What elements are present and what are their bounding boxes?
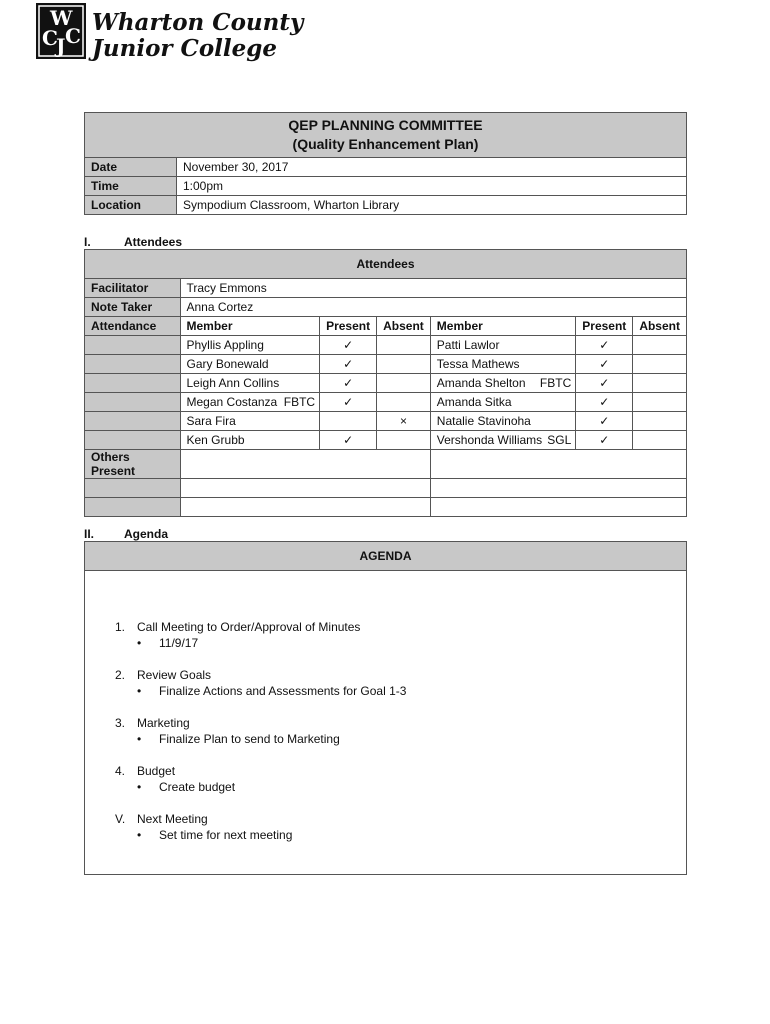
member-name-right [430, 374, 575, 393]
present-mark: ✓ [576, 336, 633, 355]
member-name: Sara Fira [186, 414, 236, 428]
attendance-row [85, 336, 687, 355]
absent-mark [377, 355, 431, 374]
present-mark: ✓ [320, 355, 377, 374]
absent-mark [633, 431, 687, 450]
member-col-header: Member [180, 317, 320, 336]
agenda-item-title: Marketing [137, 716, 190, 730]
agenda-item-number: 4. [115, 764, 126, 778]
absent-mark [633, 355, 687, 374]
college-logo-monogram [36, 3, 86, 59]
date-label: Date [85, 158, 177, 177]
member-name-right [430, 412, 575, 431]
member-name: Amanda Shelton [436, 376, 526, 390]
blank-label-cell [85, 336, 181, 355]
others-present-cell [430, 498, 686, 517]
member-name-right [430, 336, 575, 355]
bullet-icon: • [137, 636, 142, 650]
present-mark: ✓ [320, 336, 377, 355]
member-name-left [180, 336, 320, 355]
present-mark: ✓ [576, 393, 633, 412]
member-name: Phyllis Appling [186, 338, 264, 352]
absent-mark [377, 374, 431, 393]
absent-mark [377, 336, 431, 355]
absent-mark [633, 393, 687, 412]
member-col-header: Member [430, 317, 575, 336]
member-name: Natalie Stavinoha [436, 414, 531, 428]
agenda-item-number: V. [115, 812, 126, 826]
blank-label-cell [85, 393, 181, 412]
attendees-header: Attendees [85, 250, 687, 279]
others-present-cell [180, 498, 430, 517]
agenda-subitem [137, 828, 292, 842]
agenda-item [115, 764, 175, 778]
section-title: Agenda [124, 527, 169, 541]
absent-mark [377, 431, 431, 450]
present-mark: ✓ [576, 374, 633, 393]
campus-tag: FBTC [283, 395, 316, 409]
member-name: Leigh Ann Collins [186, 376, 280, 390]
member-name: Vershonda Williams [436, 433, 543, 447]
notetaker-label: Note Taker [85, 298, 181, 317]
location-label: Location [85, 196, 177, 215]
present-mark [320, 412, 377, 431]
agenda-subitem-text: 11/9/17 [159, 636, 199, 650]
facilitator-value: Tracy Emmons [180, 279, 687, 298]
absent-mark [377, 393, 431, 412]
blank-label-cell [85, 412, 181, 431]
member-name-left [180, 412, 320, 431]
attendance-label: Attendance [85, 317, 181, 336]
member-name: Tessa Mathews [436, 357, 520, 371]
bullet-icon: • [137, 684, 142, 698]
absent-mark: × [377, 412, 431, 431]
college-name-line2: Junior College [92, 35, 277, 62]
member-name-left [180, 393, 320, 412]
agenda-subitem-text: Finalize Actions and Assessments for Goal 1-3 [159, 684, 407, 698]
agenda-subitem [137, 780, 235, 794]
member-name-left [180, 431, 320, 450]
bullet-icon: • [137, 780, 142, 794]
attendance-row [85, 374, 687, 393]
time-value: 1:00pm [177, 177, 687, 196]
others-present-label: Others Present [85, 450, 181, 479]
agenda-subitem [137, 732, 340, 746]
others-present-cell [180, 479, 430, 498]
member-name-left [180, 374, 320, 393]
agenda-item [115, 620, 360, 634]
agenda-item-number: 2. [115, 668, 126, 682]
college-name-line1: Wharton County [92, 9, 304, 36]
agenda-subitem-text: Finalize Plan to send to Marketing [159, 732, 340, 746]
attendance-row [85, 393, 687, 412]
agenda-subitem-text: Create budget [159, 780, 236, 794]
others-present-cell [180, 450, 430, 479]
member-name-left [180, 355, 320, 374]
agenda-item-title: Budget [137, 764, 176, 778]
blank-label-cell [85, 355, 181, 374]
bullet-icon: • [137, 828, 142, 842]
blank-label-cell [85, 479, 181, 498]
blank-label-cell [85, 431, 181, 450]
member-name-right [430, 355, 575, 374]
date-value: November 30, 2017 [177, 158, 687, 177]
agenda-header: AGENDA [85, 542, 686, 571]
section-number: II. [84, 527, 95, 541]
agenda-item-title: Call Meeting to Order/Approval of Minutes [137, 620, 361, 634]
agenda-item-number: 1. [115, 620, 126, 634]
facilitator-label: Facilitator [85, 279, 181, 298]
svg-text:C: C [65, 24, 81, 48]
section-attendees-heading [84, 235, 182, 249]
agenda-item-title: Next Meeting [137, 812, 208, 826]
attendance-row [85, 431, 687, 450]
absent-mark [633, 336, 687, 355]
present-col-header: Present [320, 317, 377, 336]
blank-label-cell [85, 374, 181, 393]
attendance-row [85, 355, 687, 374]
others-present-cell [430, 450, 686, 479]
absent-mark [633, 374, 687, 393]
member-name-right [430, 431, 575, 450]
meeting-title: QEP PLANNING COMMITTEE [288, 117, 483, 133]
member-name: Patti Lawlor [436, 338, 500, 352]
others-present-cell [430, 479, 686, 498]
wcjc-monogram-icon [36, 3, 86, 59]
svg-text:W: W [50, 6, 73, 30]
present-mark: ✓ [576, 355, 633, 374]
agenda-item [115, 812, 208, 826]
agenda-item-number: 3. [115, 716, 126, 730]
member-name: Gary Bonewald [186, 357, 269, 371]
present-mark: ✓ [320, 431, 377, 450]
svg-text:C: C [42, 26, 58, 50]
attendance-row [85, 412, 687, 431]
campus-tag: SGL [547, 433, 572, 447]
agenda-item [115, 668, 211, 682]
agenda-subitem [137, 684, 406, 698]
absent-col-header: Absent [633, 317, 687, 336]
present-mark: ✓ [320, 393, 377, 412]
member-name: Ken Grubb [186, 433, 245, 447]
member-name: Megan Costanza [186, 395, 278, 409]
agenda-item [115, 716, 190, 730]
present-mark: ✓ [576, 431, 633, 450]
meeting-title-cell [85, 113, 687, 158]
absent-col-header: Absent [377, 317, 431, 336]
member-name-right [430, 393, 575, 412]
agenda-subitem-text: Set time for next meeting [159, 828, 293, 842]
svg-text:J: J [56, 34, 66, 58]
attendees-table [84, 249, 687, 517]
section-agenda-heading [84, 527, 168, 541]
present-mark: ✓ [320, 374, 377, 393]
location-value: Sympodium Classroom, Wharton Library [177, 196, 687, 215]
member-name: Amanda Sitka [436, 395, 512, 409]
bullet-icon: • [137, 732, 142, 746]
time-label: Time [85, 177, 177, 196]
present-col-header: Present [576, 317, 633, 336]
notetaker-value: Anna Cortez [180, 298, 687, 317]
agenda-box [84, 541, 687, 875]
agenda-item-title: Review Goals [137, 668, 212, 682]
section-number: I. [84, 235, 91, 249]
section-title: Attendees [124, 235, 183, 249]
meeting-info-table [84, 112, 687, 215]
absent-mark [633, 412, 687, 431]
meeting-subtitle: (Quality Enhancement Plan) [292, 136, 479, 152]
present-mark: ✓ [576, 412, 633, 431]
college-name [92, 10, 303, 62]
agenda-subitem [137, 636, 198, 650]
blank-label-cell [85, 498, 181, 517]
campus-tag: FBTC [539, 376, 572, 390]
